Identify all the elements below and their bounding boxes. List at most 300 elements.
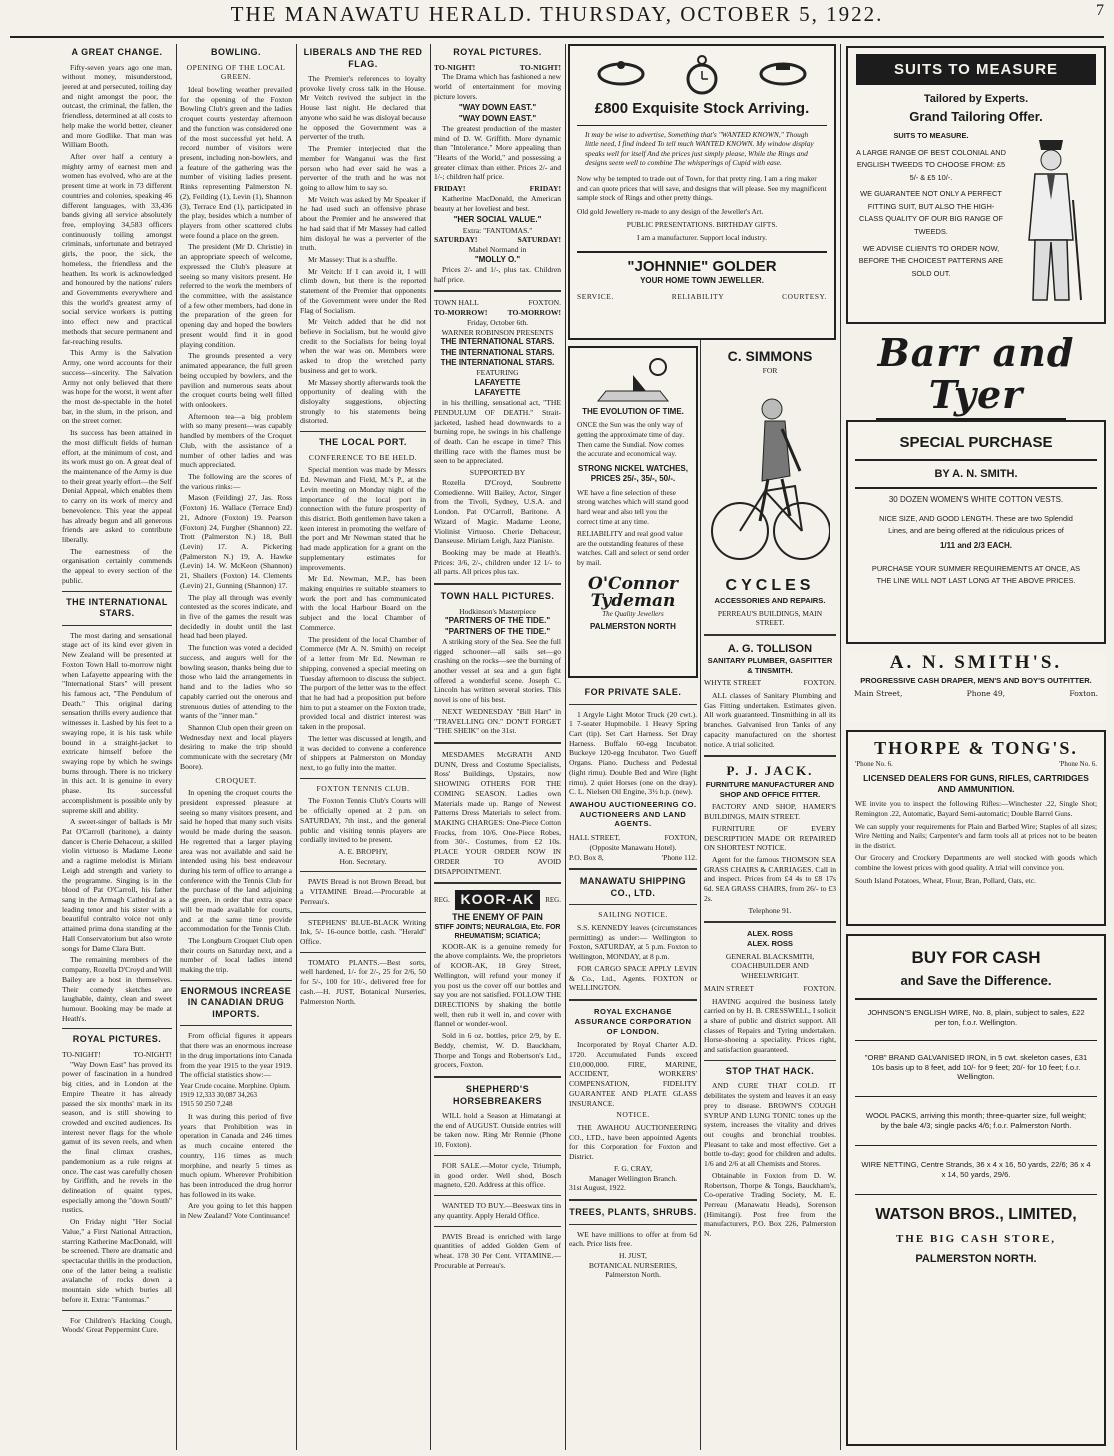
article-paragraph: Mr Veitch added that he did not believe in Socialism, but he would give credit to the Socialists for being loyal when the war was on. Members were asked to drop the wretched party business and get to work. bbox=[300, 317, 426, 375]
reg-mark: REG. bbox=[545, 895, 561, 904]
golder-paragraph: Now why be tempted to trade out of Town, for that pretty ring. I am a ring maker and can quote prices that will save, and designs that will please. See my magnificent sample stock of Rings and other pretty things. bbox=[577, 174, 827, 203]
thorpe-paragraph: South Island Potatoes, Wheat, Flour, Bran, Pollard, Oats, etc. bbox=[855, 875, 1036, 885]
ross-name: ALEX. ROSS bbox=[747, 929, 793, 939]
article-heading: SHEPHERD'S HORSEBREAKERS bbox=[452, 1084, 542, 1106]
golder-jeweller-advert bbox=[568, 44, 836, 340]
performer-name: LAFAYETTE bbox=[474, 377, 521, 387]
divider bbox=[577, 125, 827, 126]
address-row bbox=[704, 984, 836, 994]
act-title: THE INTERNATIONAL STARS. bbox=[440, 357, 555, 367]
suits-banner: SUITS TO MEASURE bbox=[856, 54, 1096, 85]
cash-item: "ORB" BRAND GALVANISED IRON, in 5 cwt. skeleton cases, £31 10s basis up to 8 feet, add 10/- for 9 feet; 20/- for 10 feet; f.o.r. Wellington. bbox=[864, 1052, 1088, 1082]
divider bbox=[855, 1145, 1097, 1146]
divider bbox=[855, 1194, 1097, 1195]
divider bbox=[569, 904, 697, 905]
golder-poem: It may be wise to advertise, Something that's "WANTED KNOWN," Though little need, I find indeed To tell much WANTED KNOWN. My window display speaks well for itself And the prices just simply please, While the Rings and designs seem well to combine The whisperings of Cupid with ease. bbox=[585, 129, 814, 168]
venue-row bbox=[434, 298, 561, 308]
pocket-watch-icon bbox=[685, 52, 719, 96]
oconnor-headline: THE EVOLUTION OF TIME. bbox=[582, 407, 684, 416]
address-note: (Opposite Manawatu Hotel). bbox=[589, 842, 677, 852]
day-label: FRIDAY! bbox=[529, 184, 561, 194]
article-paragraph: NEXT WEDNESDAY "Bill Hart" in "TRAVELLING ON." DON'T FORGET "THE SHEIK" on the 31st. bbox=[434, 706, 561, 736]
article-paragraph: Mr Massey shortly afterwards took the opportunity of dealing with the disloyalty suggestions, objecting strongly to his statements being distorted. bbox=[300, 377, 426, 426]
suits-to-measure-advert bbox=[846, 46, 1106, 324]
column-rule bbox=[296, 44, 297, 1450]
simmons-for: FOR bbox=[762, 365, 778, 375]
gentleman-icon bbox=[1011, 130, 1091, 310]
venue-town: FOXTON. bbox=[528, 298, 561, 308]
divider bbox=[300, 912, 426, 913]
watson-store: THE BIG CASH STORE, bbox=[895, 1232, 1057, 1245]
article-heading: ROYAL PICTURES. bbox=[453, 47, 542, 57]
drug-table-row: 1919 12,333 30,087 34,263 bbox=[180, 1091, 257, 1100]
article-paragraph: Mr Ed. Newman, M.P., has been making enquiries re suitable steamers to work the port and has communicated with the local Harbour Board on the subject and the local Chamber of Commerce. bbox=[300, 574, 426, 632]
thorpe-paragraph: Our Grocery and Crockery Departments are well stocked with goods which combine the lowest prices with good quality. A trial will convince you. bbox=[855, 853, 1097, 873]
address-phone: 'Phone 112. bbox=[661, 852, 697, 862]
article-paragraph: The Longburn Croquet Club open their courts on Saturday next, and a number of local ladies intend making the trip. bbox=[180, 936, 292, 975]
divider bbox=[180, 1025, 292, 1026]
simmons-name: C. SIMMONS bbox=[727, 348, 813, 364]
jack-address: FACTORY AND SHOP, HAMER'S BUILDINGS, MAIN STREET. bbox=[704, 802, 836, 822]
address-street: WHYTE STREET bbox=[704, 678, 762, 688]
article-heading: ROYAL EXCHANGE ASSURANCE CORPORATION OF LONDON. bbox=[574, 1007, 692, 1036]
venue-label: TOWN HALL bbox=[434, 298, 479, 308]
presenter: WARNER ROBINSON PRESENTS bbox=[441, 327, 554, 337]
suits-body bbox=[848, 124, 1104, 310]
article-subheading: SAILING NOTICE. bbox=[598, 910, 668, 920]
signature-place: Palmerston North. bbox=[605, 1270, 661, 1280]
auctioneer-heading: AWAHOU AUCTIONEERING CO. AUCTIONEERS AND LAND AGENTS. bbox=[569, 799, 697, 829]
friday-row bbox=[434, 184, 561, 194]
article-paragraph: The play all through was evenly contested as the scores indicate, and in five of the games the result was decidedly in doubt until the last head had been played. bbox=[180, 592, 292, 641]
tonight-row bbox=[62, 1050, 172, 1060]
article-subheading: CONFERENCE TO BE HELD. bbox=[308, 452, 418, 462]
featuring-label: FEATURING bbox=[476, 367, 519, 377]
column-rule bbox=[176, 44, 177, 1450]
article-paragraph: From official figures it appears that there was an enormous increase in the drug importations into Canada from the year 1915 to the year 1919. The official statistics show:— bbox=[180, 1031, 292, 1080]
act-title: THE INTERNATIONAL STARS. bbox=[440, 337, 555, 347]
thorpe-name: THORPE & TONG'S. bbox=[874, 738, 1078, 758]
divider bbox=[62, 1310, 172, 1311]
suits-paragraph: WE GUARANTEE NOT ONLY A PERFECT FITTING SUIT, BUT ALSO THE HIGH-CLASS QUALITY OF OUR BIG RANGE OF TWEEDS. bbox=[858, 189, 1003, 237]
masthead-rule bbox=[10, 36, 1104, 38]
simmons-cycles: CYCLES bbox=[725, 576, 815, 594]
divider bbox=[704, 755, 836, 757]
page-number: 7 bbox=[1096, 2, 1104, 19]
drug-table bbox=[180, 1082, 292, 1109]
oconnor-tydeman-advert bbox=[568, 346, 698, 678]
article-paragraph: in his thrilling, sensational act, "THE PENDULUM OF DEATH." Strait-jacketed, lashed head downwards to a burning rope, he swings in his challenge of death. Can he escape in time? This thrilling race with the flames must be seen to be appreciated. bbox=[434, 398, 561, 466]
divider bbox=[855, 1040, 1097, 1041]
golder-headline: £800 Exquisite Stock Arriving. bbox=[594, 100, 810, 117]
golder-paragraph: I am a manufacturer. Support local industry. bbox=[636, 233, 768, 243]
column-2 bbox=[180, 44, 292, 1450]
article-paragraph: Afternoon tea—a big problem with so many present—was capably handled by members of the Croquet Club, with the assistance of a number of other ladies and was much appreciated. bbox=[180, 411, 292, 470]
article-heading: BOWLING. bbox=[211, 47, 261, 57]
golder-tagline: YOUR HOME TOWN JEWELLER. bbox=[640, 276, 764, 286]
classified-ad: PAVIS Bread is not Brown Bread, but a VITAMINE Bread.—Procurable at Perreau's. bbox=[300, 877, 426, 906]
trees-paragraph: WE have millions to offer at from 6d each. Price lists free. bbox=[569, 1229, 697, 1249]
classified-ad: TOMATO PLANTS.—Best sorts, well hardened, 1/- for 2/-, 25 for 2/6, 50 for 5/-, 100 for 10/-, delivered free for cash.—H. JUST, Botanical Nurseries, Palmerston North. bbox=[300, 957, 426, 1006]
column-1 bbox=[62, 44, 172, 1450]
article-paragraph: Booking may be made at Heath's. Prices: 3/6, 2/-, children under 12 1/- to all parts. All prices plus tax. bbox=[434, 547, 561, 577]
signature-title: BOTANICAL NURSERIES, bbox=[588, 1260, 678, 1270]
divider bbox=[434, 1155, 561, 1156]
film-title: "WAY DOWN EAST." bbox=[458, 113, 537, 123]
jack-paragraph: FURNITURE OF EVERY DESCRIPTION MADE OR REPAIRED ON SHORTEST NOTICE. bbox=[704, 823, 836, 853]
address-row bbox=[704, 678, 836, 688]
cash-item: WOOL PACKS, arriving this month; three-quarter size, full weight; by the bale 4/3; single packs 4/6; f.o.r. Palmerston North. bbox=[865, 1111, 1087, 1131]
article-heading: THE INTERNATIONAL STARS. bbox=[66, 596, 168, 619]
jack-name: P. J. JACK. bbox=[726, 763, 814, 779]
special-paragraph: PURCHASE YOUR SUMMER REQUIREMENTS AT ONCE, AS THE LINE WILL NOT LAST LONG AT THE ABOVE PRICES. bbox=[871, 564, 1081, 586]
jack-phone: Telephone 91. bbox=[748, 905, 792, 915]
classified-ad: WANTED TO BUY.—Beeswax tins in any quantity. Apply Herald Office. bbox=[434, 1201, 561, 1220]
article-paragraph: The remaining members of the company, Rozella D'Croyd and Will Bailey are a host in themselves. Their comedy sketches are laughable, dainty, clean and sweet humour. Booking may be made at Heath's. bbox=[62, 955, 172, 1023]
article-heading: TREES, PLANTS, SHRUBS. bbox=[569, 1207, 697, 1218]
article-paragraph: A sweet-singer of ballads is Mr Pat O'Carroll (baritone), a dainty dancer is Cherie Dehaceur, a skilled violin virtuoso is Madame Leone and a ragtime melodist is Miriam Leigh add strength and variety to the programme. Singing is in the blood of Pat O'Carroll, his father sang in the Armagh Cathedral as a leading tenor and his sister with a beautiful contralto voice not only attained prima dona standing at the Hall Conservatorium but also wrote songs for Dame Clara Butt. bbox=[62, 817, 172, 953]
special-subheading: BY A. N. SMITH. bbox=[934, 467, 1018, 480]
ross-subheading: GENERAL BLACKSMITH, COACHBUILDER AND WHEELWRIGHT. bbox=[725, 951, 815, 981]
classified-ad: STEPHENS' BLUE-BLACK Writing Ink, 5/- 16-ounce bottle, cash. "Herald" Office. bbox=[300, 917, 426, 947]
article-paragraph: KOOR-AK is a genuine remedy for the above complaints. We, the proprietors of KOOR-AK, 18 Grey Street, Wellington, will refund your money if you post us the cover off our bottles and say you are not satisfied. FOLLOW THE DIRECTIONS by shaking the bottle well, then rub it well in, and cover with flannel or wonder-wool. bbox=[434, 941, 561, 1029]
divider bbox=[855, 1096, 1097, 1097]
divider bbox=[434, 583, 561, 585]
tomorrow-row bbox=[434, 308, 561, 318]
article-paragraph: On Friday night "Her Social Value," a First National Attraction, starring Katherine MacDonald, will be screened. There are dramatic and spectacular thrills in the production, one of the latter being a realistic avalanche of rocks down a mountain side which buries all before it. Extra: "Fantomas." bbox=[62, 1217, 172, 1304]
address-town: FOXTON. bbox=[803, 983, 836, 993]
cash-item: WIRE NETTING, Centre Strands, 36 x 4 x 16, 50 yards, 22/6; 36 x 4 x 14, 50 yards, 29/6. bbox=[861, 1160, 1091, 1179]
film-title: "WAY DOWN EAST." bbox=[458, 103, 537, 113]
oconnor-paragraph: WE have a fine selection of these strong watches which will stand good hard wear and also tell you the correct time at any time. bbox=[577, 487, 689, 526]
divider bbox=[569, 999, 697, 1001]
divider bbox=[704, 1060, 836, 1061]
signature: H. JUST, bbox=[619, 1250, 647, 1260]
watson-bros-advert bbox=[846, 934, 1106, 1446]
address-street: Main Street, bbox=[854, 689, 903, 698]
article-subheading: CROQUET. bbox=[215, 775, 257, 785]
suits-text bbox=[856, 130, 1006, 310]
article-heading: A GREAT CHANGE. bbox=[71, 47, 163, 57]
article-paragraph: Mr Veitch was asked by Mr Speaker if he had used such an offensive phrase about the Premier and he answered that he had said that if Mr Massey had called him disloyal he was a perverter of the truth. bbox=[300, 194, 426, 253]
cyclist-illustration bbox=[704, 376, 836, 576]
article-paragraph: Fifty-seven years ago one man, without money, misunderstood, jeered at and persecuted, toiling day and night amongst the poor, the outcast, the criminal, the fallen, the friendless, determined at all costs to help make the world better, cleaner and more Godlike. That man was William Booth. bbox=[62, 62, 172, 150]
article-paragraph: Prices 2/- and 1/-, plus tax. Children half price. bbox=[434, 264, 561, 284]
performer-name: LAFAYETTE bbox=[474, 387, 521, 397]
shipping-paragraph: FOR CARGO SPACE APPLY LEVIN & Co., Ltd., Agents. FOXTON or WELLINGTON. bbox=[569, 963, 697, 993]
tollison-paragraph: ALL classes of Sanitary Plumbing and Gas Fitting undertaken. Estimates given. All work guaranteed. Tinsmithing in all its branches. Galvanised Iron Tanks of any capacity manufactured on the shortest notice. A trial solicited. bbox=[704, 690, 836, 749]
oconnor-subheadline: STRONG NICKEL WATCHES, PRICES 25/-, 35/-, 50/-. bbox=[578, 463, 688, 484]
drug-table-row: 1915 50 250 7,248 bbox=[180, 1099, 233, 1108]
oconnor-paragraph: RELIABILITY and real good value are the outstanding features of these watches. Call and select or send order by mail. bbox=[577, 529, 689, 568]
article-paragraph: The function was voted a decided success, and augurs well for the bowling season, thanks being due to those who laid the arrangements in hand and to the ladies who so capably carried out the onerous and strenuous duties of attending to the wants of the "inner man." bbox=[180, 643, 292, 721]
article-heading: ROYAL PICTURES. bbox=[72, 1034, 162, 1045]
article-heading: LIBERALS AND THE RED FLAG. bbox=[303, 47, 423, 69]
article-heading: THE LOCAL PORT. bbox=[319, 437, 407, 448]
article-paragraph: Are you going to let this happen in New Zealand? Vote Continuance! bbox=[180, 1201, 292, 1221]
koorak-logo: KOOR-AK bbox=[455, 890, 541, 910]
star-name: Mabel Normand in bbox=[468, 245, 527, 254]
phone-number: 'Phone No. 6. bbox=[1059, 760, 1097, 769]
divider bbox=[704, 921, 836, 923]
divider bbox=[434, 742, 561, 744]
scores-list: Mason (Feilding) 27, Jas. Ross (Foxton) 16. Wallace (Terrace End) 21, Adnore (Foxton) 19. Pearson (Foxton) 24, Furgher (Shannon) 22. Trott (Palmerston N.) 18, Bull (Levin) 17. A. Pickering (Palmerston N.) 19, A. Hawke (Levin) 14. W. McKeon (Shannon) 21, Shailers (Foxton) 14. Clements (Levin) 21, Gunning (Shannon) 17. bbox=[180, 493, 292, 590]
oconnor-logo-tagline: The Quality Jewellers bbox=[602, 609, 664, 618]
tonight-label: TO-NIGHT! bbox=[519, 62, 561, 72]
jack-paragraph: Agent for the famous THOMSON SEA GRASS CHAIRS & CARRIAGES. Call in and inspect. Prices from £4 4s to £8 17s 6d. SEA GRASS CHAIRS, from 26/- to £3 2s. bbox=[704, 854, 836, 903]
presenter: Hodkinson's Masterpiece bbox=[459, 606, 536, 616]
article-paragraph: The most daring and sensational stage act of its kind ever given in New Zealand will be presented at Foxton Town Hall to-morrow night when Lafayette appearing with the "International Stars" will present his famous act, "The Pendulum of Death." This original daring sensation thrills every audience that witnesses it. Lashed by his feet to a swaying rope, it is his task while bound in a straight-jacket to extricate himself before the swaying rope by which he swings burns through. There is no trickery in this act. It is genuine in every phase. Its successful accomplishment is possible only by supreme skill and ability. bbox=[62, 630, 172, 815]
value-service: SERVICE. bbox=[577, 291, 614, 301]
an-smith-subheading: PROGRESSIVE CASH DRAPER, MEN'S AND BOY'S OUTFITTER. bbox=[860, 676, 1092, 685]
day-label: SATURDAY! bbox=[517, 235, 561, 245]
address-town: FOXTON, bbox=[664, 833, 697, 843]
column-rule bbox=[430, 44, 431, 1450]
tonight-label: TO-NIGHT! bbox=[133, 1049, 172, 1059]
article-paragraph: After over half a century a mighty army of earnest men and women has evolved, who are at the present time at work in 73 different countries and colonies, speaking 46 different languages, with 33,436 bands giving all service absolutely free, employing 34,583 officers continuously toiling amongst criminals, unfortunate and betrayed girls, the poor, the sick, the homeless, the friendless and the heathen. Its work is acknowledged and honoured by the nations' rulers and Governments everywhere and this the world's greatest army of social service workers is putting into effect new and practical methods that secure permanent and far-reaching results. bbox=[62, 151, 172, 346]
ring-icon bbox=[596, 59, 646, 89]
an-smith-address-row bbox=[846, 685, 1106, 698]
value-reliability: RELIABILITY bbox=[671, 291, 725, 301]
oconnor-place: PALMERSTON NORTH bbox=[590, 621, 676, 631]
article-heading: STOP THAT HACK. bbox=[725, 1065, 815, 1076]
an-smith-advert bbox=[846, 652, 1106, 722]
divider bbox=[180, 980, 292, 981]
insurance-paragraph: Incorporated by Royal Charter A.D. 1720. Accumulated Funds exceed £10,000,000. FIRE, MARINE, ACCIDENT, WORKERS' COMPENSATION, FIDELITY GUARANTEE AND PLATE GLASS INSURANCE. bbox=[569, 1040, 697, 1108]
gentleman-illustration bbox=[1006, 130, 1096, 310]
address-box: P.O. Box 8, bbox=[569, 852, 604, 862]
golder-name: "JOHNNIE" GOLDER bbox=[577, 251, 827, 277]
day-label: FRIDAY! bbox=[434, 184, 466, 194]
day-label: TO-MORROW! bbox=[434, 308, 488, 318]
simmons-address: PERREAU'S BUILDINGS, MAIN STREET. bbox=[717, 608, 823, 628]
divider bbox=[569, 868, 697, 870]
special-price: 1/11 and 2/3 EACH. bbox=[939, 540, 1013, 550]
thorpe-subheading: LICENSED DEALERS FOR GUNS, RIFLES, CARTRIDGES AND AMMUNITION. bbox=[863, 773, 1089, 795]
saturday-row bbox=[434, 235, 561, 245]
koorak-logo-row bbox=[434, 890, 561, 910]
act-title: THE INTERNATIONAL STARS. bbox=[440, 347, 555, 357]
oconnor-paragraph: ONCE the Sun was the only way of getting the approximate time of day. Then came the Sundial. Now comes the accurate and economical way. bbox=[577, 420, 685, 459]
barr-tyer-advert bbox=[846, 332, 1106, 416]
masthead bbox=[0, 2, 1114, 36]
sundial-illustration bbox=[577, 353, 689, 407]
article-paragraph: "Way Down East" has proved its power of fascination in a hundred big cities, and in London at the Empire Theatre it has already passed the six months' mark in its season, and is still showing to crowded and excited audiences. Its interest never flags for the whole gamut of its seven reels, and when the final climax crashes, pandemonium as a rule reigns at once. The cast was carefully chosen by Griffith, and he revels in the delineation of quaint types, especially among the "down South" rustics. bbox=[62, 1059, 172, 1215]
film-title: "MOLLY O." bbox=[474, 254, 521, 264]
classified-ad: MESDAMES McGRATH AND DUNN, Dress and Costume Specialists, Ross' Buildings, Upstairs, now SHOWING OTHERS FOR THE COMING SEASON. Ladies own Materials made up. Range of Newest Patterns Dress Materials to select from. MAKING CHARGES: One-Piece Cotton Frocks, from 10/6. One-Piece Robes, from 30/-. Costumes, from £2 10s. PLACE YOUR ORDER NOW IN ORDER TO AVOID DISAPPOINTMENT. bbox=[434, 749, 561, 876]
suits-offer: Grand Tailoring Offer. bbox=[909, 109, 1043, 124]
extra-feature: Extra: "FANTOMAS." bbox=[462, 225, 533, 235]
cyclist-icon bbox=[710, 381, 830, 571]
ross-name: ALEX. ROSS bbox=[747, 938, 793, 948]
address-row bbox=[569, 833, 697, 843]
article-subheading: FOXTON TENNIS CLUB. bbox=[316, 783, 410, 793]
column-3 bbox=[300, 44, 426, 1450]
article-paragraph: The earnestness of the organisation certainly commends the appeal to every section of the public. bbox=[62, 546, 172, 585]
article-heading: ENORMOUS INCREASE IN CANADIAN DRUG IMPORTS. bbox=[180, 985, 292, 1019]
divider bbox=[434, 1226, 561, 1227]
shipping-paragraph: S.S. KENNEDY leaves (circumstances permitting) as under:— Wellington to Foxton, SATURDAY, at 5 p.m. Foxton to Wellington, MONDAY, at 8 p.m. bbox=[569, 923, 697, 962]
article-paragraph: The Drama which has fashioned a new world of entertainment for moving picture lovers. bbox=[434, 72, 561, 101]
film-title: "HER SOCIAL VALUE." bbox=[453, 215, 542, 225]
classified-ad: PAVIS Bread is enriched with large quantities of added Golden Gem of wheat. 178 30 Per Cent. VITAMINE.—Procurable at Perreau's. bbox=[434, 1231, 561, 1270]
divider bbox=[434, 290, 561, 292]
article-paragraph: A striking story of the Sea. See the full rigged schooner—all sails set—go crashing on the rocks—see the burning of another vessel at sea and a gun fight offered a wonderful scene. Joseph C. Lincoln has written several stories. This novel is one of his best. bbox=[434, 636, 561, 705]
address-town: FOXTON. bbox=[803, 678, 836, 688]
divider bbox=[300, 778, 426, 779]
article-paragraph: The president (Mr D. Christie) in an appropriate speech of welcome, expressed the Club's pleasure at seeing so many visitors present. He referred to the work the members of the committee, with the assistance of a few other members, had done in the preparation of the green for opening day and hoped the bowlers present would find it in good playing condition. bbox=[180, 242, 292, 349]
column-rule bbox=[565, 44, 566, 1450]
supported-label: SUPPORTED BY bbox=[469, 468, 526, 478]
article-paragraph: Mr Massey: That is a shuffle. bbox=[308, 254, 398, 264]
watson-place: PALMERSTON NORTH. bbox=[915, 1252, 1037, 1265]
golder-values-row bbox=[577, 292, 827, 302]
golder-paragraph: Old gold Jewellery re-made to any design of the Jeweller's Art. bbox=[577, 206, 764, 216]
column-6 bbox=[704, 346, 836, 1450]
notice: For Children's Hacking Cough, Woods' Great Peppermint Cure. bbox=[62, 1315, 172, 1335]
film-title: "PARTNERS OF THE TIDE." bbox=[444, 616, 551, 626]
divider bbox=[855, 487, 1097, 489]
divider bbox=[434, 1195, 561, 1196]
article-paragraph: Mr Veitch: If I can avoid it, I will climb down, but there is the reported statement of the Premier that opponents of the Government were under the Red Flag of Socialism. bbox=[300, 266, 426, 315]
divider bbox=[62, 625, 172, 626]
cough-paragraph: AND CURE THAT COLD. IT debilitates the system and leaves it an easy prey to disease. BROWN'S COUGH SYRUP AND LUNG TONIC tones up the system, increases the vitality and drives out coughs and bronchial troubles. Pleasant to take and most effective. Get a bottle to-day; good for children and adults. 1/6 and 2/6 at all Chemists and Stores. bbox=[704, 1081, 836, 1169]
phone-number: 'Phone No. 6. bbox=[855, 760, 893, 769]
address-street: MAIN STREET bbox=[704, 983, 754, 993]
signature: A. E. BROPHY, bbox=[338, 847, 388, 857]
article-heading: FOR PRIVATE SALE. bbox=[584, 687, 682, 697]
address-row bbox=[569, 853, 697, 863]
suits-paragraph: A LARGE RANGE OF BEST COLONIAL AND ENGLISH TWEEDS TO CHOOSE FROM: £5 5/- & £5 10/-. bbox=[856, 147, 1006, 182]
article-paragraph: The letter was discussed at length, and it was decided to convene a conference of shippers at Palmerston on Monday next, to go fully into the matter. bbox=[300, 733, 426, 772]
sundial-icon bbox=[588, 355, 678, 405]
article-paragraph: The president of the local Chamber of Commerce (Mr A. N. Smith) on receipt of a letter from Mr Ed. Newman re shipping, convened a special meeting on Tuesday afternoon to discuss the subject. The purport of the letter was to the effect that he had had a proposition put before him to put a steamer on the Foxton trade, provided local and district interest was taken in the proposal. bbox=[300, 634, 426, 732]
special-purchase-advert bbox=[846, 420, 1106, 644]
divider bbox=[569, 704, 697, 705]
koorak-subheadline: STIFF JOINTS; NEURALGIA, Etc. FOR RHEUMATISM; SCIATICA; bbox=[434, 923, 561, 940]
ring-icon bbox=[758, 59, 808, 89]
tollison-name: A. G. TOLLISON bbox=[727, 642, 813, 655]
signature-date: 31st August, 1922. bbox=[569, 1183, 626, 1193]
column-4 bbox=[434, 44, 561, 1450]
article-paragraph: Its success has been attained in the most difficult fields of human effort, at the minimum of cost, and its work must go on. A great deal of the maintenance of the Army is due to their great yearly effort—the Self Denial Appeal, which enables them to carry on its work of mercy and benevolence. This year the appeal has already begun and all generous friends are asked to contribute liberally. bbox=[62, 428, 172, 545]
drug-table-header: Year Crude cocaine. Morphine. Opium. bbox=[180, 1082, 291, 1091]
classified-ad: FOR SALE.—Motor cycle, Triumph, in good order. Well shod, Bosch magneto, £20. Address at this office. bbox=[434, 1160, 561, 1190]
ross-paragraph: HAVING acquired the business lately carried on by H. B. CRESSWELL, I solicit a share of public and district support. All classes of Repairs and Tyring undertaken. Horse-shoeing a speciality. Prices right, and satisfaction guaranteed. bbox=[704, 996, 836, 1055]
divider bbox=[569, 1224, 697, 1225]
signature: F. G. CRAY, bbox=[613, 1163, 652, 1173]
newspaper-title: THE MANAWATU HERALD. THURSDAY, OCTOBER 5, 1922. bbox=[230, 2, 884, 26]
insurance-paragraph: THE AWAHOU AUCTIONEERING CO., LTD., have been appointed Agents for this Corporation for Foxton and District. bbox=[569, 1122, 697, 1162]
film-title: "PARTNERS OF THE TIDE." bbox=[444, 626, 551, 636]
an-smith-name: A. N. SMITH'S. bbox=[889, 652, 1063, 673]
tollison-subheading: SANITARY PLUMBER, GASFITTER & TINSMITH. bbox=[707, 655, 833, 675]
divider bbox=[300, 871, 426, 872]
oconnor-logo: Tydeman bbox=[590, 590, 676, 611]
divider bbox=[855, 998, 1097, 1000]
tonight-label: TO-NIGHT! bbox=[434, 62, 476, 72]
article-paragraph: It was during this period of five years that Prohibition was in operation in Canada and 246 times as much cocaine entered the country, 116 times as much morphine, and nearly 5 times as much opium. Wherever Prohibition has been introduced the drug horror has followed in its wake. bbox=[180, 1111, 292, 1199]
article-paragraph: Shannon Club open their green on Wednesday next and local players desiring to make the trip should communicate with the secretary (Mr Boore). bbox=[180, 722, 292, 771]
column-rule bbox=[840, 44, 841, 1450]
thorpe-paragraph: WE invite you to inspect the following Rifles:—Winchester .22, Single Shot; Remington .22, Automatic, Bayard Semi-automatic; Double Barrel Guns. bbox=[855, 799, 1097, 818]
suits-subheading: SUITS TO MEASURE. bbox=[893, 131, 969, 140]
jack-subheading: FURNITURE MANUFACTURER AND SHOP AND OFFICE FITTER. bbox=[705, 779, 835, 799]
tonight-label: TO-NIGHT! bbox=[62, 1049, 101, 1059]
article-paragraph: Rozella D'Croyd, Soubrette Comedienne. Will Bailey, Actor, Singer from the Tivoli, Sydney, U.S.A. and London. Pat O'Carroll, Baritone. A Wizard of Magic. Madame Leone, Violinist Virtuoso. Cherie Dehaceur, Danseuse. Miriam Leigh, Jazz Pianiste. bbox=[434, 477, 561, 546]
divider bbox=[569, 1199, 697, 1201]
value-courtesy: COURTESY. bbox=[782, 291, 827, 301]
article-paragraph: The following are the scores of the various rinks:— bbox=[180, 471, 292, 491]
thorpe-tongs-advert bbox=[846, 730, 1106, 926]
day-label: SATURDAY! bbox=[434, 235, 478, 245]
oconnor-logo: O'Connor bbox=[588, 573, 678, 594]
special-headline: SPECIAL PURCHASE bbox=[899, 434, 1053, 451]
address-phone: Phone 49, bbox=[966, 689, 1006, 698]
article-heading: MANAWATU SHIPPING CO., LTD. bbox=[579, 876, 687, 898]
koorak-headline: THE ENEMY OF PAIN bbox=[452, 912, 543, 923]
tonight-row bbox=[434, 63, 561, 73]
column-5-lower bbox=[569, 684, 697, 1450]
divider bbox=[62, 1028, 172, 1029]
cash-headline: BUY FOR CASH bbox=[911, 948, 1041, 967]
article-paragraph: Katherine MacDonald, the American beauty at her loveliest and best. bbox=[434, 193, 561, 213]
article-paragraph: The Foxton Tennis Club's Courts will be officially opened at 2 p.m. on SATURDAY, 7th inst., and the general public and visiting tennis players are cordially invited to be present. bbox=[300, 796, 426, 845]
article-paragraph: In opening the croquet courts the president expressed pleasure at seeing so many visitors present, and said he hoped that many such visits would be made during the season. He regretted that a larger playing area was not available and said he intended using his best endeavour during his term of office to arrange a conference with the Tennis Club for the purchase of the land adjoining the green, in order that extra space will be made available for courts, and at the same time provide accommodation for the Tennis Club. bbox=[180, 788, 292, 934]
cough-paragraph: Obtainable in Foxton from D. W. Robertson, Thorpe & Tongs, Bauckham's, Co-operative Trading Society, M. E. Perreau (Manawatu Heads), Sorenson (Himitangi). Post free from the manufacturers, P.O. Box 226, Palmerston N. bbox=[704, 1170, 836, 1239]
jewellery-illustration bbox=[577, 51, 827, 97]
address-street: HALL STREET, bbox=[569, 833, 621, 843]
article-paragraph: Ideal bowling weather prevailed for the opening of the Foxton Bowling Club's green and the ladies croquet courts yesterday afternoon and the function was considered one of the most successful yet held. A record number of visitors were present, including non-bowlers, and a feature of the gathering was the number of visiting ladies present. Rinks representing Palmerston N. (2), Feilding (1), Levin (1), Shannon (3), Terrace End (1), participated in the play, besides which a number of players from other scattered clubs were found a place on the green. bbox=[180, 84, 292, 240]
cash-item: JOHNSON'S ENGLISH WIRE, No. 8, plain, subject to sales, £22 per ton, f.o.r. Wellington. bbox=[867, 1007, 1085, 1027]
divider bbox=[434, 882, 561, 884]
day-label: TO-MORROW! bbox=[507, 308, 561, 318]
divider bbox=[855, 459, 1097, 461]
thorpe-phone-row bbox=[855, 760, 1097, 769]
divider bbox=[704, 634, 836, 636]
golder-paragraph: PUBLIC PRESENTATIONS. BIRTHDAY GIFTS. bbox=[626, 219, 778, 229]
sale-list: 1 Argyle Light Motor Truck (20 cwt.). 1 7-seater Hupmobile. 1 Heavy Spring Cart (tip). Set Cart Harness. Set Dray Harness. Buffalo 60-egg Incubator. Buckeye 120-egg Incubator. Two Gueff Organs. Piano. Duchess and Pedestal (light rimu). Double Bed and Wire (light rimu). 2 quiet Horses (one on the dray). C. L. Nielsen Oil Engine, 3½ h.p. (new). bbox=[569, 709, 697, 797]
article-subheading: NOTICE. bbox=[616, 1110, 650, 1120]
article-heading: TOWN HALL PICTURES. bbox=[440, 591, 555, 602]
article-paragraph: The Premier interjected that the member for Wanganui was the first person who had ever said he was a perverter of the truth and he was not going to allow him to say so. bbox=[300, 144, 426, 192]
reg-mark: REG. bbox=[434, 895, 450, 904]
simmons-subheading: ACCESSORIES AND REPAIRS. bbox=[714, 596, 826, 606]
article-paragraph: The Premier's references to loyalty provoke lively cross talk in the House. Mr Veitch revived the subject in the House last night. He declared that anyone who said he was disloyal because he opposed the Government was a perverter of the truth. bbox=[300, 74, 426, 142]
signature-title: Manager Wellington Branch. bbox=[588, 1173, 678, 1183]
article-paragraph: This Army is the Salvation Army, one word accounts for their success—sincerity. The Salvation Army not only believed that there was hope for the worst, it went after the most de-spectable in the hotel bar, in the slum, in the prison, and on the street corner. bbox=[62, 348, 172, 426]
address-town: Foxton. bbox=[1069, 689, 1098, 698]
cash-subheadline: and Save the Difference. bbox=[900, 973, 1052, 989]
article-paragraph: Special mention was made by Messrs Ed. Newman and Field, M.'s P., at the Levin meeting on Monday night of the importance of the local port in connection with the future prosperity of this district. Both gentlemen have taken a keen interest in promoting the welfare of the port and Mr Newman stated that he had made application for a grant on the supplementary estimates for improvements. bbox=[300, 465, 426, 572]
thorpe-paragraph: We can supply your requirements for Plain and Barbed Wire; Staples of all sizes; Wire Netting and Nails; Carpenter's and farm tools all at prices not to be beaten in the district. bbox=[855, 821, 1097, 850]
article-paragraph: The grounds presented a very animated appearance, the full green being occupied by bowlers, and the pavilion and numerous seats about the croquet courts being well filled with onlookers. bbox=[180, 351, 292, 409]
watson-name: WATSON BROS., LIMITED, bbox=[875, 1205, 1077, 1223]
divider bbox=[62, 591, 172, 592]
article-paragraph: The greatest production of the master mind of D. W. Griffith. More dynamic than "Intolerance." More appealing than "Hearts of the World," and possessing a greater climax than either. Prices 2/- and 1/-; children half price. bbox=[434, 123, 561, 182]
divider bbox=[300, 431, 426, 432]
suits-paragraph: WE ADVISE CLIENTS TO ORDER NOW, BEFORE THE CHOICEST PATTERNS ARE SOLD OUT. bbox=[858, 243, 1004, 278]
signature-title: Hon. Secretary. bbox=[339, 856, 387, 866]
divider bbox=[434, 1076, 561, 1078]
suits-tagline: Tailored by Experts. bbox=[923, 93, 1029, 105]
article-paragraph: Sold in 6 oz. bottles, price 2/9, by E. Beddy, chemist, W. D. Bauckham, Thorpe and Tongs and Robertson's Ltd., grocers, Foxton. bbox=[434, 1031, 561, 1070]
article-subheading: OPENING OF THE LOCAL GREEN. bbox=[186, 62, 286, 82]
barr-tyer-logo: Barr and Tyer bbox=[877, 330, 1075, 417]
special-product: 30 DOZEN WOMEN'S WHITE COTTON VESTS. bbox=[888, 494, 1064, 504]
special-paragraph: NICE SIZE, AND GOOD LENGTH. These are two Splendid Lines, and are being offered at the ridiculous prices of bbox=[879, 514, 1073, 536]
classified-ad: WILL hold a Season at Himatangi at the end of AUGUST. Outside entries will be taken now. Ring Mr Rennie (Phone 10, Foxton). bbox=[434, 1111, 561, 1150]
